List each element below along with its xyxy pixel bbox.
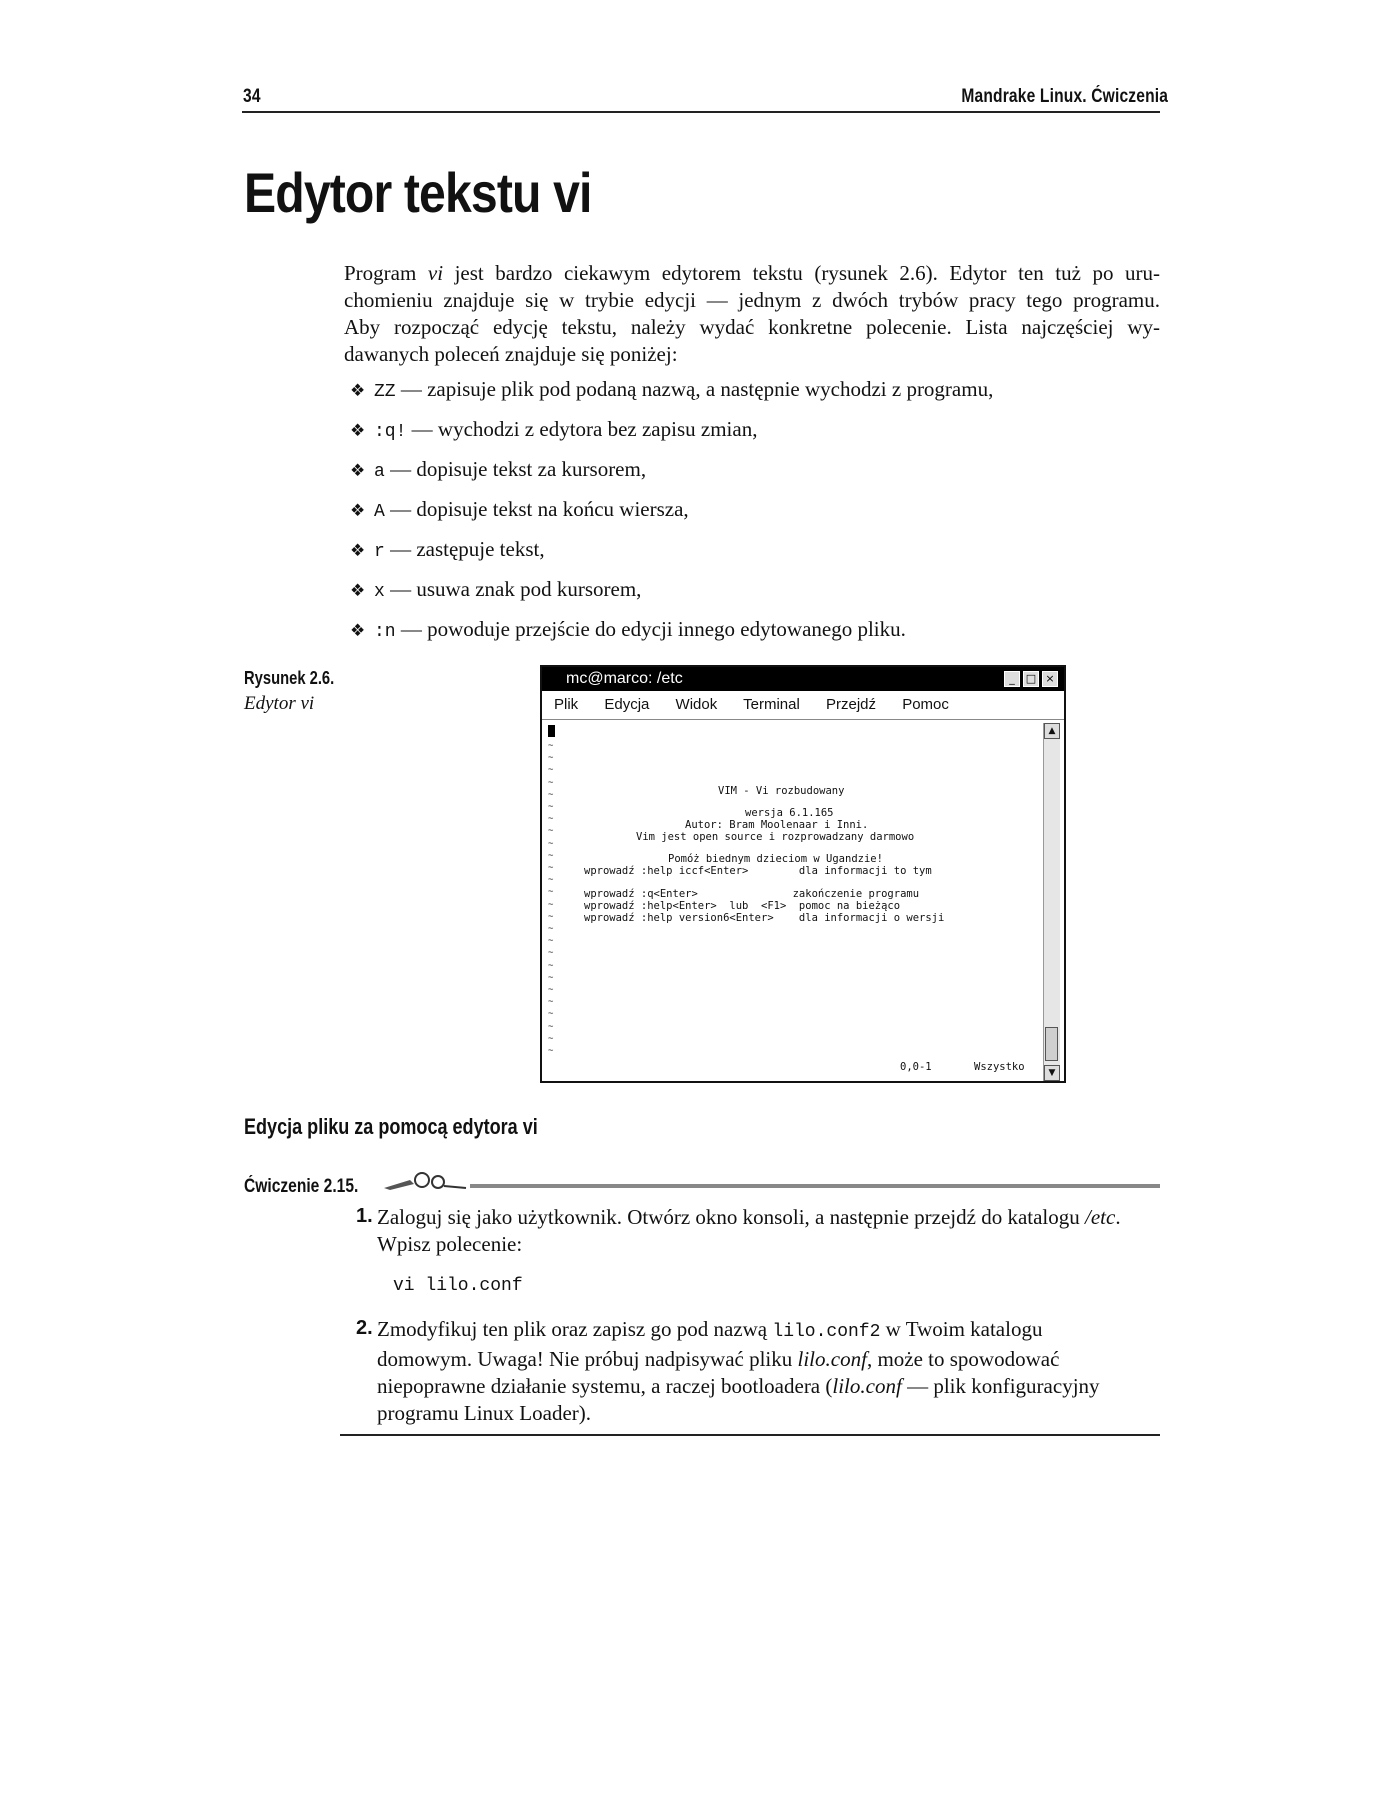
scroll-up-icon[interactable]: ▲ (1044, 723, 1060, 739)
tilde-marker: ~ (548, 850, 554, 861)
text-cursor (548, 725, 555, 737)
tilde-marker: ~ (548, 765, 554, 776)
terminal-screen[interactable] (548, 723, 1038, 1077)
terminal-line: wprowadź :q<Enter> zakończenie programu (584, 888, 920, 900)
tilde-marker: ~ (548, 887, 554, 898)
terminal-line: Vim jest open source i rozprowadzany darmowo (636, 831, 915, 843)
tilde-marker: ~ (548, 911, 554, 922)
tilde-marker: ~ (548, 948, 554, 959)
tilde-marker: ~ (548, 960, 554, 971)
menu-edycja[interactable]: Edycja (604, 696, 650, 713)
diamond-bullet-icon: ❖ (350, 541, 366, 560)
list-item: ❖ :n — powoduje przejście do edycji innego edytowanego pliku. (350, 617, 906, 642)
tilde-marker: ~ (548, 838, 554, 849)
exercise-end-rule (340, 1434, 1160, 1436)
tilde-marker: ~ (548, 777, 554, 788)
intro-line-4: dawanych poleceń znajduje się poniżej: (344, 342, 678, 366)
terminal-line: wersja 6.1.165 (745, 807, 834, 819)
step-2-line: niepoprawne działanie systemu, a raczej bootloadera (lilo.conf — plik konfiguracyjny (377, 1374, 1100, 1398)
status-position: 0,0-1 (900, 1061, 932, 1073)
tilde-marker: ~ (548, 741, 554, 751)
tilde-marker: ~ (548, 899, 554, 910)
intro-paragraph (344, 260, 1160, 368)
tilde-marker: ~ (548, 997, 554, 1008)
step-1-text (377, 1204, 1167, 1258)
list-item: ❖ :q! — wychodzi z edytora bez zapisu zmian, (350, 417, 758, 442)
step-2-line: Zmodyfikuj ten plik oraz zapisz go pod nazwą lilo.conf2 w Twoim katalogu (377, 1317, 1043, 1342)
running-header-title: Mandrake Linux. Ćwiczenia (961, 86, 1168, 107)
menu-plik[interactable]: Plik (554, 696, 579, 713)
maximize-icon[interactable]: □ (1023, 671, 1039, 687)
exercise-label: Ćwiczenie 2.15. (244, 1176, 359, 1197)
close-icon[interactable]: × (1042, 671, 1058, 687)
list-item: ❖ A — dopisuje tekst na końcu wiersza, (350, 497, 689, 522)
tilde-marker: ~ (548, 1046, 554, 1056)
tilde-marker: ~ (548, 814, 554, 825)
step-1-line: Wpisz polecenie: (377, 1232, 523, 1256)
list-item: ❖ r — zastępuje tekst, (350, 537, 545, 562)
tilde-marker: ~ (548, 1033, 554, 1044)
tilde-marker: ~ (548, 802, 554, 812)
tilde-marker: ~ (548, 1009, 554, 1020)
command-list (350, 376, 993, 656)
menu-pomoc[interactable]: Pomoc (902, 696, 949, 713)
terminal-line: wprowadź :help iccf<Enter> dla informacji to tym (584, 865, 932, 877)
tilde-marker: ~ (548, 826, 554, 837)
terminal-line: VIM - Vi rozbudowany (718, 785, 845, 797)
menu-widok[interactable]: Widok (675, 696, 718, 713)
figure-label: Rysunek 2.6. (244, 668, 335, 688)
terminal-line: wprowadź :help<Enter> lub <F1> pomoc na bieżąco (584, 900, 901, 912)
page-number: 34 (243, 86, 261, 107)
tilde-marker: ~ (548, 753, 554, 764)
list-item: ❖ ZZ — zapisuje plik pod podaną nazwą, a następnie wychodzi z programu, (350, 377, 994, 402)
exercise-rule (470, 1184, 1160, 1188)
diamond-bullet-icon: ❖ (350, 501, 366, 520)
tilde-marker: ~ (548, 936, 554, 947)
step-2-text (377, 1316, 1177, 1427)
tilde-marker: ~ (548, 789, 554, 800)
scroll-down-icon[interactable]: ▼ (1044, 1065, 1060, 1081)
tilde-marker: ~ (548, 875, 554, 886)
intro-line-1: Program vi jest bardzo ciekawym edytorem tekstu (rysunek 2.6). Edytor ten tuż po uru- (344, 261, 1161, 285)
minimize-icon[interactable]: _ (1004, 671, 1020, 687)
terminal-scrollbar[interactable] (1043, 723, 1060, 1081)
terminal-window (540, 665, 1066, 1083)
step-number: 2. (356, 1317, 373, 1339)
pencil-tools-icon (380, 1166, 470, 1194)
step-2-line: programu Linux Loader). (377, 1401, 592, 1425)
menu-terminal[interactable]: Terminal (743, 696, 800, 713)
diamond-bullet-icon: ❖ (350, 581, 366, 600)
terminal-line: Autor: Bram Moolenaar i Inni. (685, 819, 869, 831)
tilde-marker: ~ (548, 985, 554, 995)
tilde-marker: ~ (548, 972, 554, 983)
status-scroll: Wszystko (974, 1061, 1025, 1073)
window-titlebar[interactable] (542, 667, 1064, 691)
list-item: ❖ a — dopisuje tekst za kursorem, (350, 457, 647, 482)
terminal-line: Pomóż biednym dzieciom w Ugandzie! (668, 853, 883, 865)
tilde-marker: ~ (548, 863, 554, 873)
terminal-menubar (542, 691, 1064, 720)
list-item: ❖ x — usuwa znak pod kursorem, (350, 577, 642, 602)
diamond-bullet-icon: ❖ (350, 421, 366, 440)
diamond-bullet-icon: ❖ (350, 381, 366, 400)
diamond-bullet-icon: ❖ (350, 461, 366, 480)
intro-line-3: Aby rozpocząć edycję tekstu, należy wydać konkretne polecenie. Lista najczęściej wy- (344, 315, 1160, 339)
step-number: 1. (356, 1205, 373, 1227)
intro-line-2: chomieniu znajduje się w trybie edycji — jednym z dwóch trybów pracy tego programu. (344, 288, 1160, 312)
section-title: Edytor tekstu vi (244, 161, 592, 224)
scroll-thumb[interactable] (1045, 1027, 1058, 1061)
step-2-line: domowym. Uwaga! Nie próbuj nadpisywać pliku lilo.conf, może to spowodować (377, 1347, 1060, 1371)
step-1-line: Zaloguj się jako użytkownik. Otwórz okno konsoli, a następnie przejdź do katalogu /etc. (377, 1205, 1121, 1229)
subsection-title: Edycja pliku za pomocą edytora vi (244, 1114, 538, 1139)
header-rule (242, 111, 1160, 113)
terminal-line: wprowadź :help version6<Enter> dla informacji o wersji (584, 912, 945, 924)
figure-caption: Edytor vi (244, 693, 315, 714)
menu-przejdz[interactable]: Przejdź (826, 696, 877, 713)
tilde-marker: ~ (548, 1021, 554, 1032)
window-title: mc@marco: /etc (566, 670, 683, 687)
diamond-bullet-icon: ❖ (350, 621, 366, 640)
tilde-marker: ~ (548, 924, 554, 934)
code-line: vi lilo.conf (393, 1276, 523, 1296)
